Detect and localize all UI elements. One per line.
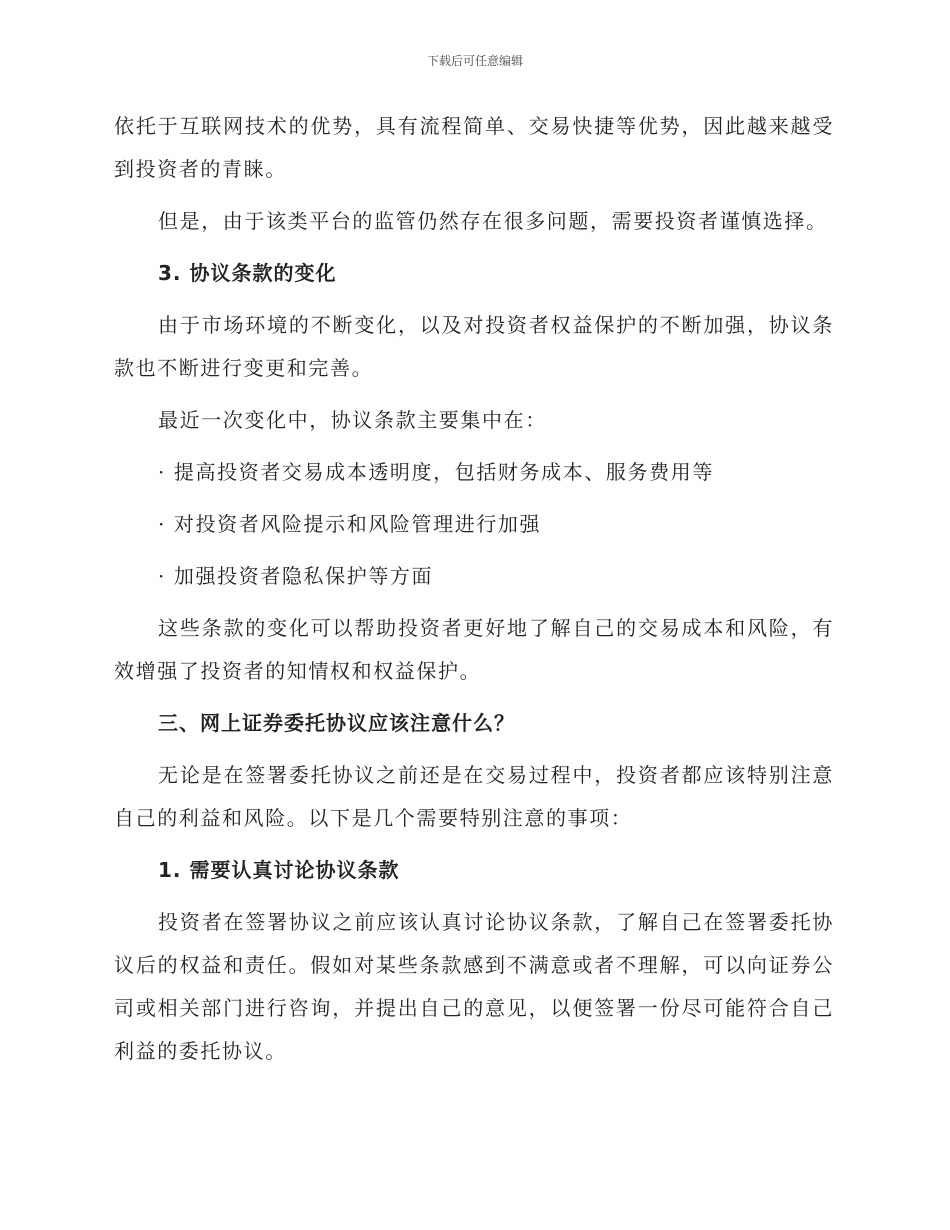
bullet-item: · 提高投资者交易成本透明度，包括财务成本、服务费用等: [158, 460, 714, 484]
section-heading: 1. 需要认真讨论协议条款: [158, 858, 400, 882]
section-heading: 3. 协议条款的变化: [158, 261, 337, 285]
bullet-item: · 加强投资者隐私保护等方面: [158, 564, 434, 588]
paragraph: 但是，由于该类平台的监管仍然存在很多问题，需要投资者谨慎选择。: [158, 209, 828, 233]
paragraph: 这些条款的变化可以帮助投资者更好地了解自己的交易成本和风险，有效增强了投资者的知情权和权益保护。: [114, 616, 834, 683]
section-heading: 三、网上证券委托协议应该注意什么？: [158, 711, 515, 735]
paragraph: 由于市场环境的不断变化，以及对投资者权益保护的不断加强，协议条款也不断进行变更和完善。: [114, 313, 834, 380]
paragraph: 投资者在签署协议之前应该认真讨论协议条款，了解自己在签署委托协议后的权益和责任。假如对某些条款感到不满意或者不理解，可以向证券公司或相关部门进行咨询，并提出自己的意见，以便签署一份尽可能符合自己利益的委托协议。: [114, 910, 834, 1063]
paragraph: 依托于互联网技术的优势，具有流程简单、交易快捷等优势，因此越来越受到投资者的青睐。: [114, 114, 834, 181]
page-header: 下载后可任意编辑: [426, 54, 523, 68]
document-body: [114, 105, 834, 1073]
paragraph: 最近一次变化中，协议条款主要集中在：: [158, 408, 547, 432]
paragraph: 无论是在签署委托协议之前还是在交易过程中，投资者都应该特别注意自己的利益和风险。以下是几个需要特别注意的事项：: [114, 763, 834, 830]
bullet-item: · 对投资者风险提示和风险管理进行加强: [158, 512, 542, 536]
